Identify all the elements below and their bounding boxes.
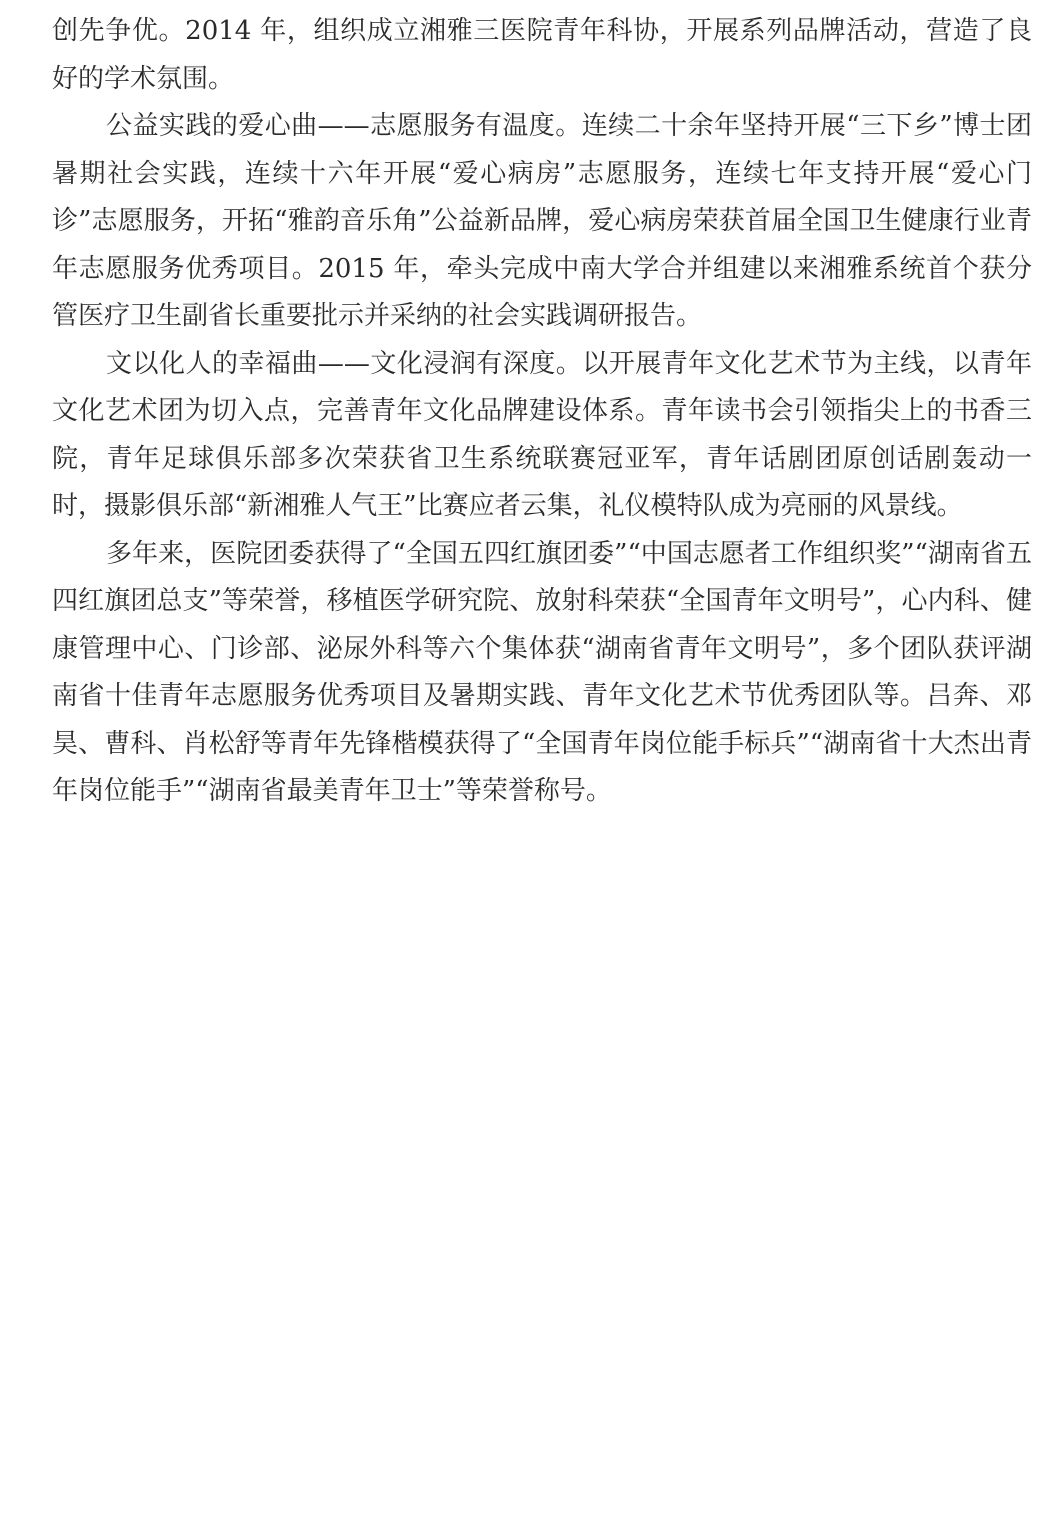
paragraph-academic-atmosphere: 创先争优。2014 年，组织成立湘雅三医院青年科协，开展系列品牌活动，营造了良好的学术氛围。	[52, 16, 1032, 94]
paragraph-volunteer-service: 公益实践的爱心曲——志愿服务有温度。连续二十余年坚持开展“三下乡”博士团暑期社会实践，连续十六年开展“爱心病房”志愿服务，连续七年支持开展“爱心门诊”志愿服务，开拓“雅韵音乐角”公益新品牌，爱心病房荣获首届全国卫生健康行业青年志愿服务优秀项目。2015 年，牵头完成中南大学合并组建以来湘雅系统首个获分管医疗卫生副省长重要批示并采纳的社会实践调研报告。	[52, 111, 1032, 331]
document-body	[52, 8, 1032, 816]
paragraph-honors: 多年来，医院团委获得了“全国五四红旗团委”“中国志愿者工作组织奖”“湖南省五四红旗团总支”等荣誉，移植医学研究院、放射科荣获“全国青年文明号”，心内科、健康管理中心、门诊部、泌尿外科等六个集体获“湖南省青年文明号”，多个团队获评湖南省十佳青年志愿服务优秀项目及暑期实践、青年文化艺术节优秀团队等。吕奔、邓昊、曹科、肖松舒等青年先锋楷模获得了“全国青年岗位能手标兵”“湖南省十大杰出青年岗位能手”“湖南省最美青年卫士”等荣誉称号。	[52, 538, 1032, 806]
paragraph-culture: 文以化人的幸福曲——文化浸润有深度。以开展青年文化艺术节为主线，以青年文化艺术团为切入点，完善青年文化品牌建设体系。青年读书会引领指尖上的书香三院，青年足球俱乐部多次荣获省卫生系统联赛冠亚军，青年话剧团原创话剧轰动一时，摄影俱乐部“新湘雅人气王”比赛应者云集，礼仪模特队成为亮丽的风景线。	[52, 348, 1032, 521]
